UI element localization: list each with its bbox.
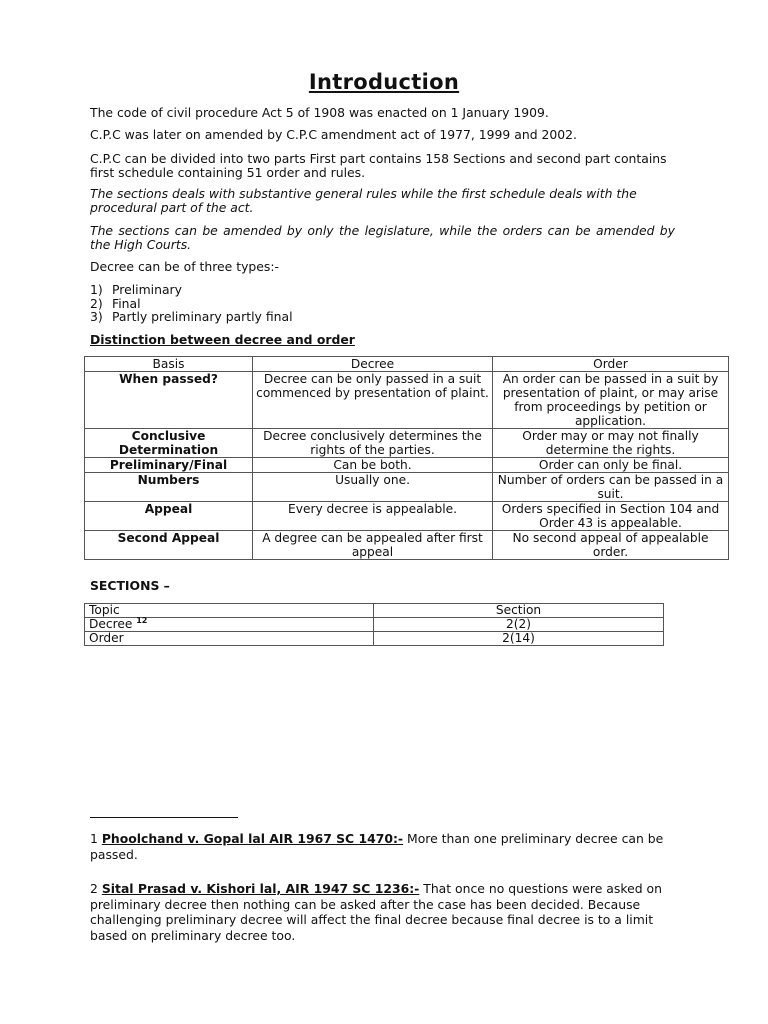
- sections-table: [84, 603, 664, 646]
- paragraph-sections-rules: The sections deals with substantive general rules while the first schedule deals with the procedural part of the act.: [90, 186, 637, 215]
- table-row: [85, 429, 729, 458]
- footnote-citation: Sital Prasad v. Kishori lal, AIR 1947 SC 1236:-: [101, 881, 420, 896]
- table-row: [85, 372, 729, 429]
- list-item: [90, 310, 293, 324]
- footnote-2: [90, 881, 690, 943]
- table-row: [85, 632, 664, 646]
- table-row: [85, 531, 729, 560]
- list-item: [90, 297, 293, 311]
- table-row: [85, 618, 664, 632]
- cell-basis: Preliminary/Final: [85, 458, 253, 473]
- paragraph-enactment: The code of civil procedure Act 5 of 1908 was enacted on 1 January 1909.: [90, 105, 549, 120]
- cell-basis: Appeal: [85, 502, 253, 531]
- footnote-reference[interactable]: 12: [136, 616, 148, 625]
- list-item: [90, 283, 293, 297]
- header-section: Section: [374, 604, 664, 618]
- list-label: Partly preliminary partly final: [112, 309, 293, 324]
- table-row: [85, 473, 729, 502]
- distinction-heading: Distinction between decree and order: [90, 332, 355, 347]
- header-decree: Decree: [253, 357, 493, 372]
- cell-order: Order can only be final.: [493, 458, 729, 473]
- list-number: 3): [90, 309, 103, 324]
- cell-basis: Numbers: [85, 473, 253, 502]
- cell-order: No second appeal of appealable order.: [493, 531, 729, 560]
- cell-basis: When passed?: [85, 372, 253, 429]
- cell-order: Order may or may not finally determine the rights.: [493, 429, 729, 458]
- distinction-table: [84, 356, 729, 560]
- paragraph-amendment: C.P.C was later on amended by C.P.C amendment act of 1977, 1999 and 2002.: [90, 127, 577, 142]
- cell-section: 2(2): [374, 618, 664, 632]
- header-basis: Basis: [85, 357, 253, 372]
- footnote-text: More than one preliminary decree can be passed.: [90, 831, 664, 862]
- footnote-1: [90, 831, 690, 862]
- cell-decree: Can be both.: [253, 458, 493, 473]
- header-order: Order: [493, 357, 729, 372]
- list-label: Final: [112, 295, 141, 311]
- sections-heading: SECTIONS –: [90, 578, 170, 593]
- cell-decree: Decree conclusively determines the rights of the parties.: [253, 429, 493, 458]
- footnote-number: 1: [90, 831, 98, 846]
- topic-label: Decree: [89, 617, 133, 631]
- paragraph-amendment-authority: The sections can be amended by only the legislature, while the orders can be amended by the High Courts.: [90, 223, 675, 252]
- topic-label: Order: [89, 631, 124, 645]
- decree-types-list: [90, 283, 293, 324]
- paragraph-decree-types: Decree can be of three types:-: [90, 259, 279, 274]
- table-header-row: [85, 604, 664, 618]
- cell-topic: [85, 632, 374, 646]
- cell-decree: Every decree is appealable.: [253, 502, 493, 531]
- page-title: Introduction: [308, 70, 460, 94]
- footnote-text: That once no questions were asked on preliminary decree then nothing can be asked after the case has been decided. Because challenging preliminary decree will affect the final decree because final decree is to a limit based on preliminary decree too.: [90, 881, 662, 943]
- table-row: [85, 458, 729, 473]
- cell-decree: Decree can be only passed in a suit commenced by presentation of plaint.: [253, 372, 493, 429]
- list-label: Preliminary: [112, 282, 182, 297]
- cell-decree: A degree can be appealed after first appeal: [253, 531, 493, 560]
- cell-topic: [85, 618, 374, 632]
- footnote-separator: [90, 817, 238, 818]
- cell-basis: Conclusive Determination: [85, 429, 253, 458]
- cell-order: Number of orders can be passed in a suit.: [493, 473, 729, 502]
- cell-basis: Second Appeal: [85, 531, 253, 560]
- list-number: 2): [90, 295, 103, 311]
- cell-order: An order can be passed in a suit by presentation of plaint, or may arise from proceedings by petition or application.: [493, 372, 729, 429]
- cell-decree: Usually one.: [253, 473, 493, 502]
- table-header-row: [85, 357, 729, 372]
- list-number: 1): [90, 282, 103, 297]
- footnote-number: 2: [90, 881, 98, 896]
- footnote-citation: Phoolchand v. Gopal lal AIR 1967 SC 1470:-: [101, 831, 404, 846]
- cell-order: Orders specified in Section 104 and Order 43 is appealable.: [493, 502, 729, 531]
- paragraph-parts: C.P.C can be divided into two parts First part contains 158 Sections and second part contains first schedule containing 51 order and rules.: [90, 151, 667, 180]
- header-topic: Topic: [85, 604, 374, 618]
- cell-section: 2(14): [374, 632, 664, 646]
- table-row: [85, 502, 729, 531]
